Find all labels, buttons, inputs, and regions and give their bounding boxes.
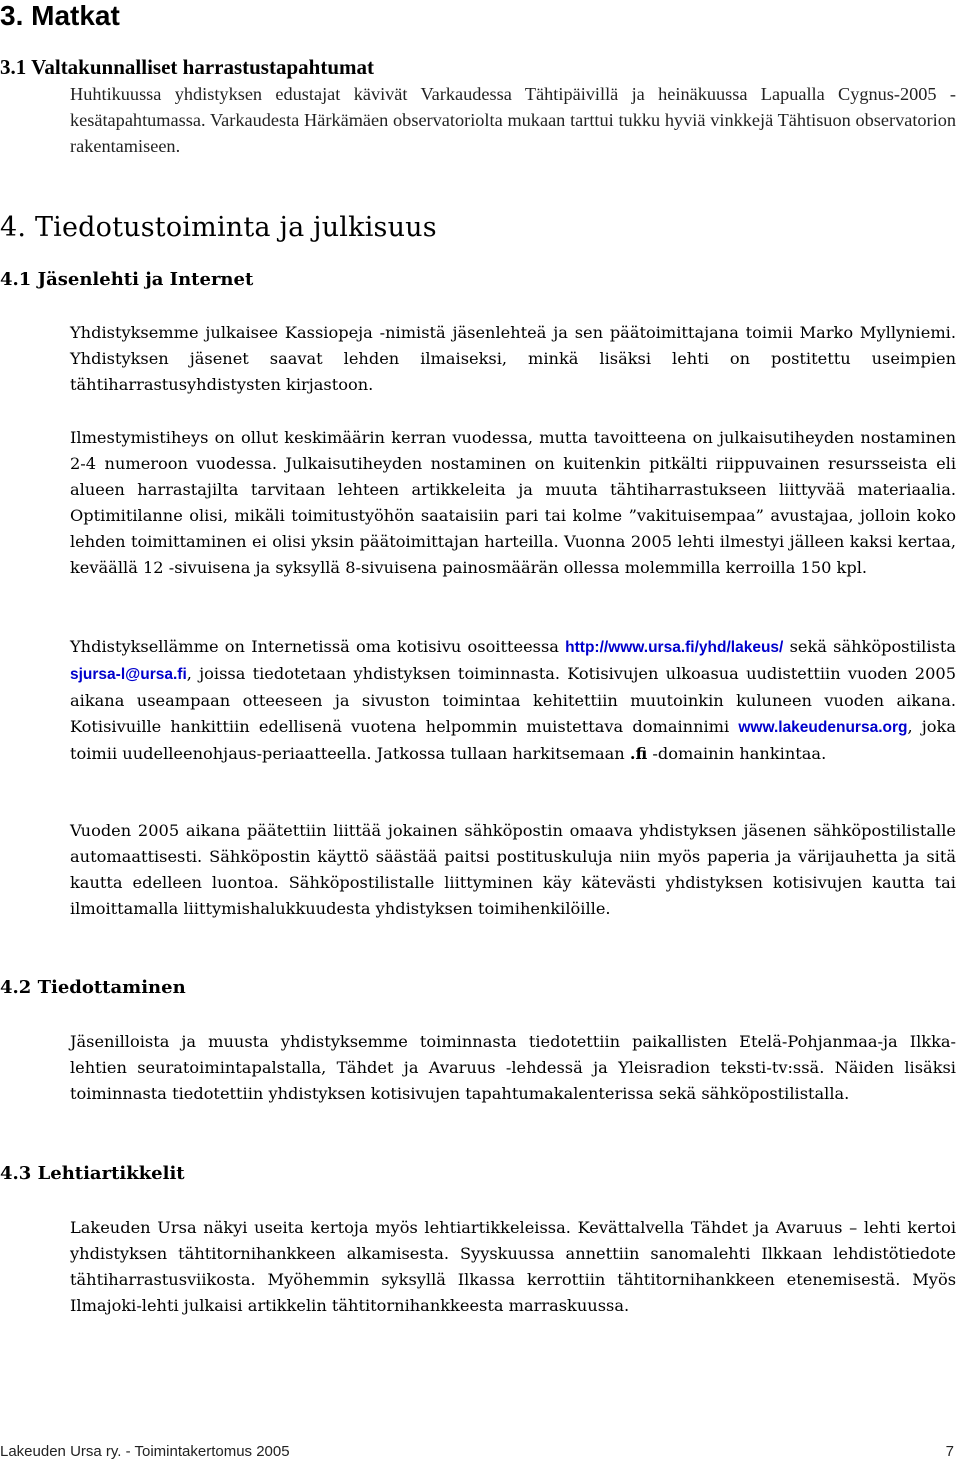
paragraph-3-1: Huhtikuussa yhdistyksen edustajat kävivät Varkaudessa Tähtipäivillä ja heinäkuussa Lapualla Cygnus-2005 -kesätapahtumassa. Varkaudesta Härkämäen observatoriolta mukaan tarttui tukku hyviä vinkkejä Tähtisuon observatorion rakentamiseen. <box>70 84 956 156</box>
text-segment: , joissa tiedotetaan yhdistyksen toiminnasta. Kotisivujen ulkoasua uudistettiin vuoden 2005 aikana useampaan otteeseen ja sivuston toimintaa kehitettiin muutoinkin kuluneen vuoden aikana. Kotisivuille hankittiin edellisenä vuotena helpommin muistettava domainnimi <box>70 664 956 736</box>
paragraph-4-1-c <box>70 634 956 767</box>
heading-4-3: 4.3 Lehtiartikkelit <box>0 1163 185 1184</box>
text-segment: sekä sähköpostilista <box>783 637 956 656</box>
footer-org: Lakeuden Ursa ry. - Toimintakertomus 2005 <box>0 1443 290 1460</box>
footer-page-number: 7 <box>945 1443 954 1460</box>
heading-4: 4. Tiedotustoiminta ja julkisuus <box>0 212 437 243</box>
paragraph-4-1-d: Vuoden 2005 aikana päätettiin liittää jokainen sähköpostin omaava yhdistyksen jäsenen sähköpostilistalle automaattisesti. Sähköpostin käyttö säästää paitsi postituskuluja niin myös paperia ja värijauhetta ja sitä kautta edelleen luontoa. Sähköpostilistalle liittyminen käy kätevästi yhdistyksen kotisivujen kautta tai ilmoittamalla liittymishalukkuudesta yhdistyksen toimihenkilöille. <box>70 821 956 918</box>
paragraph-4-2: Jäsenilloista ja muusta yhdistyksemme toiminnasta tiedotettiin paikallisten Etelä-Pohjanmaa-ja Ilkka-lehtien seuratoimintapalstalla, Tähdet ja Avaruus -lehdessä ja Yleisradion teksti-tv:ssä. Näiden lisäksi toiminnasta tiedotettiin yhdistyksen kotisivujen tapahtumakalenterissa sekä sähköpostilistalla. <box>70 1032 956 1103</box>
heading-3-matkat: 3. Matkat <box>0 0 120 31</box>
text-segment: Yhdistyksellämme on Internetissä oma kotisivu osoitteessa <box>70 637 566 656</box>
homepage-link[interactable]: http://www.ursa.fi/yhd/lakeus/ <box>565 639 784 656</box>
mailing-list-link[interactable]: sjursa-l@ursa.fi <box>70 666 187 683</box>
fi-domain-text: .fi <box>629 744 648 763</box>
heading-3-1: 3.1 Valtakunnalliset harrastustapahtumat <box>0 55 374 79</box>
heading-4-2: 4.2 Tiedottaminen <box>0 977 186 998</box>
paragraph-4-1-a: Yhdistyksemme julkaisee Kassiopeja -nimistä jäsenlehteä ja sen päätoimittajana toimii Marko Myllyniemi. Yhdistyksen jäsenet saavat lehden ilmaiseksi, minkä lisäksi lehti on postitettu useimpien tähtiharrastusyhdistysten kirjastoon. <box>70 323 956 394</box>
paragraph-4-1-b: Ilmestymistiheys on ollut keskimäärin kerran vuodessa, mutta tavoitteena on julkaisutiheyden nostaminen 2-4 numeroon vuodessa. Julkaisutiheyden nostaminen on kuitenkin pitkälti riippuvainen resursseista eli alueen harrastajilta tarvitaan lehteen artikkeleita ja muuta tähtiharrastukseen liittyvää materiaalia. Optimitilanne olisi, mikäli toimitustyöhön saataisiin pari tai kolme ”vakituisempaa” avustajaa, jolloin koko lehden toimittaminen ei olisi yksin päätoimittajan harteilla. Vuonna 2005 lehti ilmestyi jälleen kaksi kertaa, keväällä 12 -sivuisena ja syksyllä 8-sivuisena painosmäärän ollessa molemmilla kerroilla 150 kpl. <box>70 428 956 577</box>
domain-link[interactable]: www.lakeudenursa.org <box>738 719 908 736</box>
text-segment: -domainin hankintaa. <box>647 744 827 763</box>
paragraph-4-3: Lakeuden Ursa näkyi useita kertoja myös lehtiartikkeleissa. Kevättalvella Tähdet ja Avaruus – lehti kertoi yhdistyksen tähtitornihankkeen alkamisesta. Syyskuussa annettiin sanomalehti Ilkkaan lehdistötiedote tähtiharrastusviikosta. Myöhemmin syksyllä Ilkassa kerrottiin tähtitornihankkeen etenemisestä. Myös Ilmajoki-lehti julkaisi artikkelin tähtitornihankkeesta marraskuussa. <box>70 1218 956 1315</box>
heading-4-1: 4.1 Jäsenlehti ja Internet <box>0 269 254 290</box>
text-segment: , joka toimii uudelleenohjaus-periaatteella. Jatkossa tullaan harkitsemaan <box>70 717 956 763</box>
